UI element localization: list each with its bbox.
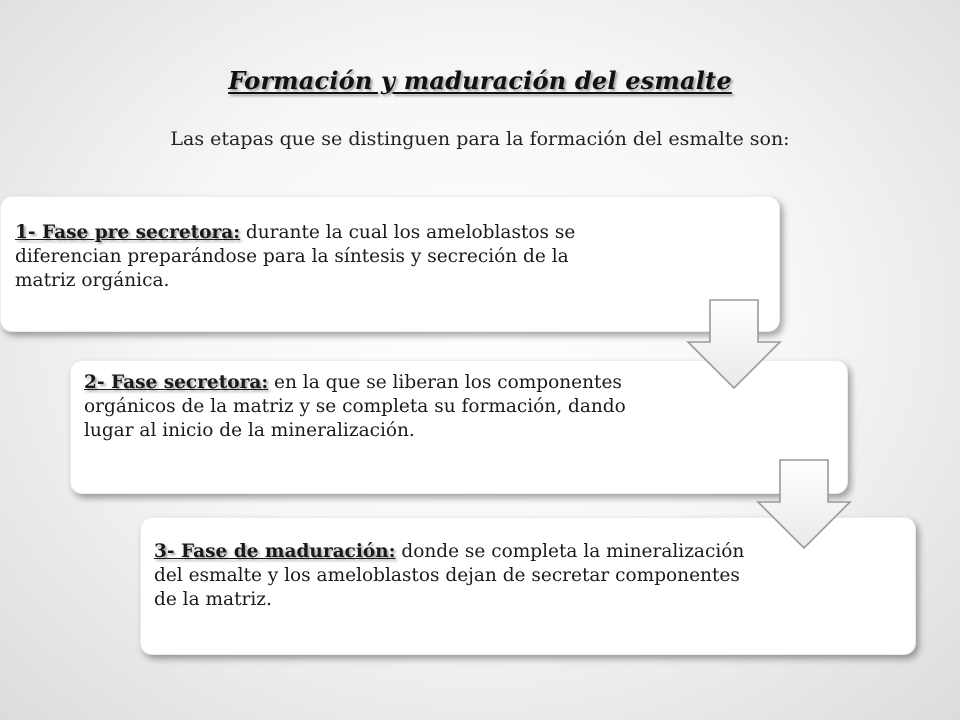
phase-1-label: 1- Fase pre secretora: — [15, 222, 241, 243]
phase-1-text: durante la cual los ameloblastos se diferencian preparándose para la síntesis y secreción de la matriz orgánica. — [15, 222, 576, 291]
phase-2-label: 2- Fase secretora: — [84, 372, 269, 393]
phase-box-1 — [0, 196, 780, 332]
down-arrow-icon — [686, 298, 782, 390]
phase-2-text: en la que se liberan los componentes orgánicos de la matriz y se completa su formación, dando lugar al inicio de la mineralización. — [84, 372, 626, 441]
page-title: Formación y maduración del esmalte — [228, 66, 732, 95]
phase-3-label: 3- Fase de maduración: — [154, 541, 396, 562]
phase-3-text: donde se completa la mineralización del esmalte y los ameloblastos dejan de secretar componentes de la matriz. — [154, 541, 745, 610]
down-arrow-icon — [756, 458, 852, 550]
page-subtitle: Las etapas que se distinguen para la formación del esmalte son: — [170, 128, 790, 150]
